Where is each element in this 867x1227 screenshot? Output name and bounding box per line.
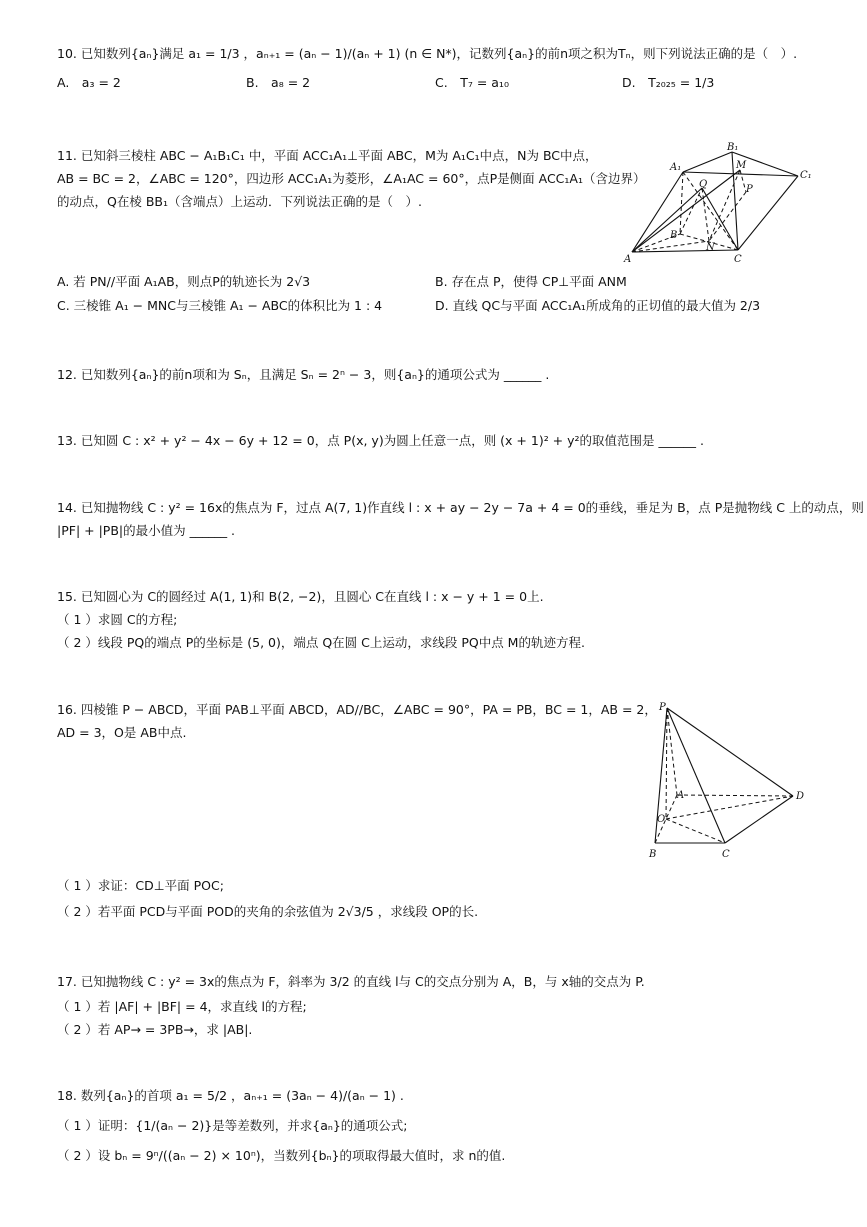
q18-part2: （ 2 ）设 bₙ = 9ⁿ/((aₙ − 2) × 10ⁿ)，当数列{bₙ}的项取得最大值时，求 n的值. [57, 1148, 506, 1163]
q15-part1: （ 1 ）求圆 C的方程; [57, 612, 178, 627]
label-M: M [736, 160, 747, 171]
q17-part1: （ 1 ）若 |AF| + |BF| = 4，求直线 l的方程; [57, 999, 307, 1014]
q11-option-d: D. 直线 QC与平面 ACC₁A₁所成角的正切值的最大值为 2/3 [435, 298, 761, 313]
q17-part2: （ 2 ）若 AP→ = 3PB→，求 |AB|. [57, 1022, 253, 1037]
label-B1: B₁ [727, 142, 739, 153]
q11-stem-line1: 11. 已知斜三棱柱 ABC − A₁B₁C₁ 中，平面 ACC₁A₁⊥平面 ABC，M为 A₁C₁中点，N为 BC中点， [57, 148, 598, 163]
q11-stem-line2: AB = BC = 2，∠ABC = 120°，四边形 ACC₁A₁为菱形，∠A₁AC = 60°，点P是侧面 ACC₁A₁（含边界） [57, 171, 646, 186]
q11-prism-figure [620, 140, 820, 265]
q16-part1: （ 1 ）求证：CD⊥平面 POC; [57, 878, 224, 893]
label-P: P [746, 184, 753, 195]
q10-stem: 10. 已知数列{aₙ}满足 a₁ = 1/3 ，aₙ₊₁ = (aₙ − 1)/(aₙ + 1) (n ∈ N*)，记数列{aₙ}的前n项之积为Tₙ，则下列说法正确的是（ ）. [57, 46, 798, 61]
label-N: N [706, 242, 715, 253]
q10-option-c: C. T₇ = a₁₀ [435, 75, 509, 90]
label-A: A [677, 790, 685, 801]
q11-option-c: C. 三棱锥 A₁ − MNC与三棱锥 A₁ − ABC的体积比为 1 : 4 [57, 298, 383, 313]
q15-part2: （ 2 ）线段 PQ的端点 P的坐标是 (5, 0)，端点 Q在圆 C上运动，求线段 PQ中点 M的轨迹方程. [57, 635, 585, 650]
q16-stem-line1: 16. 四棱锥 P − ABCD，平面 PAB⊥平面 ABCD，AD//BC，∠ABC = 90°，PA = PB，BC = 1，AB = 2， [57, 702, 657, 717]
q13-stem: 13. 已知圆 C : x² + y² − 4x − 6y + 12 = 0，点 P(x, y)为圆上任意一点，则 (x + 1)² + y²的取值范围是 ______ . [57, 433, 704, 448]
q16-stem-line2: AD = 3，O是 AB中点. [57, 725, 187, 740]
q11-option-b: B. 存在点 P，使得 CP⊥平面 ANM [435, 274, 627, 289]
label-D: D [796, 791, 805, 802]
q16-part2: （ 2 ）若平面 PCD与平面 POD的夹角的余弦值为 2√3/5 ，求线段 OP的长. [57, 904, 479, 919]
label-B: B [649, 849, 657, 860]
label-C: C [734, 254, 742, 265]
q18-stem: 18. 数列{aₙ}的首项 a₁ = 5/2 ，aₙ₊₁ = (3aₙ − 4)/(aₙ − 1) . [57, 1088, 404, 1103]
label-B: B [670, 230, 678, 241]
label-Q: Q [699, 179, 708, 190]
label-O: O [657, 814, 666, 825]
q11-stem-line3: 的动点，Q在棱 BB₁（含端点）上运动．下列说法正确的是（ ）. [57, 194, 422, 209]
q18-part1: （ 1 ）证明：{1/(aₙ − 2)}是等差数列，并求{aₙ}的通项公式; [57, 1118, 408, 1133]
q10-option-a: A. a₃ = 2 [57, 75, 121, 90]
label-A: A [624, 254, 632, 265]
label-C: C [722, 849, 730, 860]
q17-stem: 17. 已知抛物线 C : y² = 3x的焦点为 F，斜率为 3/2 的直线 l与 C的交点分别为 A，B，与 x轴的交点为 P. [57, 974, 645, 989]
label-P: P [659, 702, 666, 713]
q11-option-a: A. 若 PN//平面 A₁AB，则点P的轨迹长为 2√3 [57, 274, 311, 289]
label-C1: C₁ [800, 170, 812, 181]
q12-stem: 12. 已知数列{aₙ}的前n项和为 Sₙ，且满足 Sₙ = 2ⁿ − 3，则{aₙ}的通项公式为 ______ . [57, 367, 550, 382]
q16-pyramid-figure [645, 700, 815, 860]
q14-stem-line1: 14. 已知抛物线 C : y² = 16x的焦点为 F，过点 A(7, 1)作直线 l : x + ay − 2y − 7a + 4 = 0的垂线，垂足为 B，点 P是抛物线 C 上的动点，则 [57, 500, 864, 515]
q15-stem: 15. 已知圆心为 C的圆经过 A(1, 1)和 B(2, −2)，且圆心 C在直线 l : x − y + 1 = 0上. [57, 589, 544, 604]
q10-option-d: D. T₂₀₂₅ = 1/3 [622, 75, 715, 90]
q14-stem-line2: |PF| + |PB|的最小值为 ______ . [57, 523, 236, 538]
label-A1: A₁ [670, 162, 682, 173]
q10-option-b: B. a₈ = 2 [246, 75, 311, 90]
